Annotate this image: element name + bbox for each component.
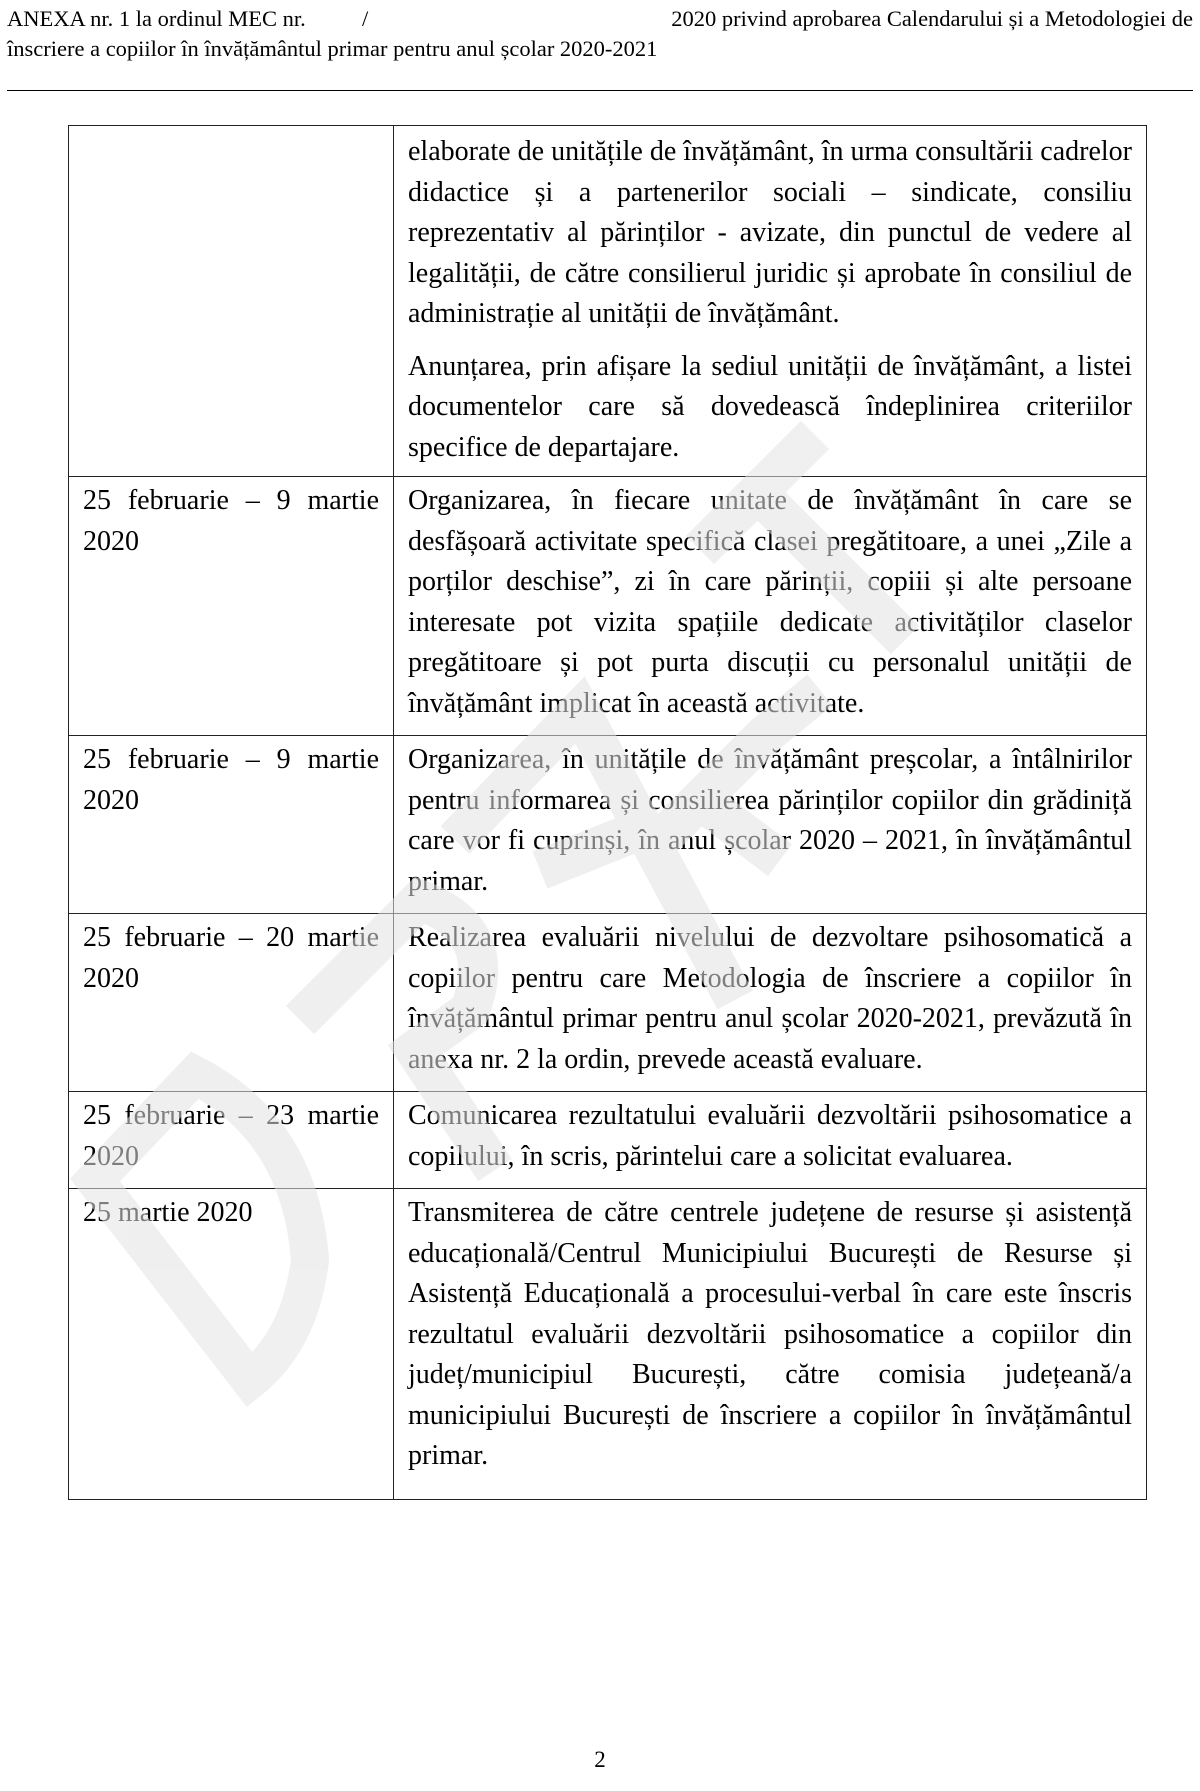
table-row xyxy=(69,126,1147,477)
activity-paragraph: Anunțarea, prin afișare la sediul unității de învățământ, a listei documentelor care să dovedească îndeplinirea criteriilor specifice de departajare. xyxy=(408,350,1132,463)
header-divider xyxy=(7,90,1193,91)
page-header xyxy=(7,4,1193,64)
date-cell xyxy=(69,1189,394,1500)
date-text: 25 martie 2020 xyxy=(83,1197,253,1228)
date-text: 25 februarie – 23 martie 2020 xyxy=(83,1100,379,1172)
date-text: 25 februarie – 9 martie 2020 xyxy=(83,744,379,816)
calendar-table xyxy=(68,125,1147,1500)
date-cell xyxy=(69,736,394,914)
activity-paragraph: Transmiterea de către centrele județene de resurse și asistență educațională/Centrul Municipiului București de Resurse și Asistență Educațională a procesului-verbal în care este înscris rezultatul evaluării dezvoltării psihosomatice a copiilor din județ/municipiul București, către comisia județeană/a municipiului București de înscriere a copiilor în învățământul primar. xyxy=(408,1197,1132,1471)
date-cell xyxy=(69,126,394,477)
table-row xyxy=(69,736,1147,914)
date-cell xyxy=(69,914,394,1092)
header-order-reference: ANEXA nr. 1 la ordinul MEC nr. / xyxy=(7,6,369,31)
date-cell xyxy=(69,477,394,736)
activity-cell xyxy=(394,914,1147,1092)
table-row xyxy=(69,1092,1147,1189)
activity-cell xyxy=(394,126,1147,477)
header-title-part-1: 2020 privind aprobarea Calendarului și a Metodologiei de xyxy=(671,6,1193,31)
table-row xyxy=(69,477,1147,736)
date-text: 25 februarie – 9 martie 2020 xyxy=(83,485,379,557)
page-number: 2 xyxy=(594,1747,606,1772)
activity-paragraph: Realizarea evaluării nivelului de dezvoltare psihosomatică a copiilor pentru care Metodologia de înscriere a copiilor în învățământul primar pentru anul școlar 2020-2021, prevăzută în anexa nr. 2 la ordin, prevede această evaluare. xyxy=(408,922,1132,1075)
table-row xyxy=(69,914,1147,1092)
activity-paragraph: Organizarea, în unitățile de învățământ preșcolar, a întâlnirilor pentru informarea și consilierea părinților copiilor din grădiniță care vor fi cuprinși, în anul școlar 2020 – 2021, în învățământul primar. xyxy=(408,744,1132,897)
activity-cell xyxy=(394,1189,1147,1500)
table-row xyxy=(69,1189,1147,1500)
date-cell xyxy=(69,1092,394,1189)
header-line-1 xyxy=(7,4,1193,34)
activity-paragraph: elaborate de unitățile de învățământ, în urma consultării cadrelor didactice și a partenerilor sociali – sindicate, consiliu reprezentativ al părinților - avizate, din punctul de vedere al legalității, de către consilierul juridic și aprobate în consiliul de administrație al unității de învățământ. xyxy=(408,136,1132,329)
activity-cell xyxy=(394,736,1147,914)
activity-paragraph: Comunicarea rezultatului evaluării dezvoltării psihosomatice a copilului, în scris, părintelui care a solicitat evaluarea. xyxy=(408,1100,1132,1172)
activity-cell xyxy=(394,477,1147,736)
header-title-part-2: înscriere a copiilor în învățământul primar pentru anul școlar 2020-2021 xyxy=(7,36,658,61)
activity-cell xyxy=(394,1092,1147,1189)
date-text: 25 februarie – 20 martie 2020 xyxy=(83,922,379,994)
activity-paragraph: Organizarea, în fiecare unitate de învățământ în care se desfășoară activitate specifică clasei pregătitoare, a unei „Zile a porților deschise”, zi în care părinții, copiii și alte persoane interesate pot vizita spațiile dedicate activităților claselor pregătitoare și pot purta discuții cu personalul unității de învățământ implicat în această activitate. xyxy=(408,485,1132,719)
